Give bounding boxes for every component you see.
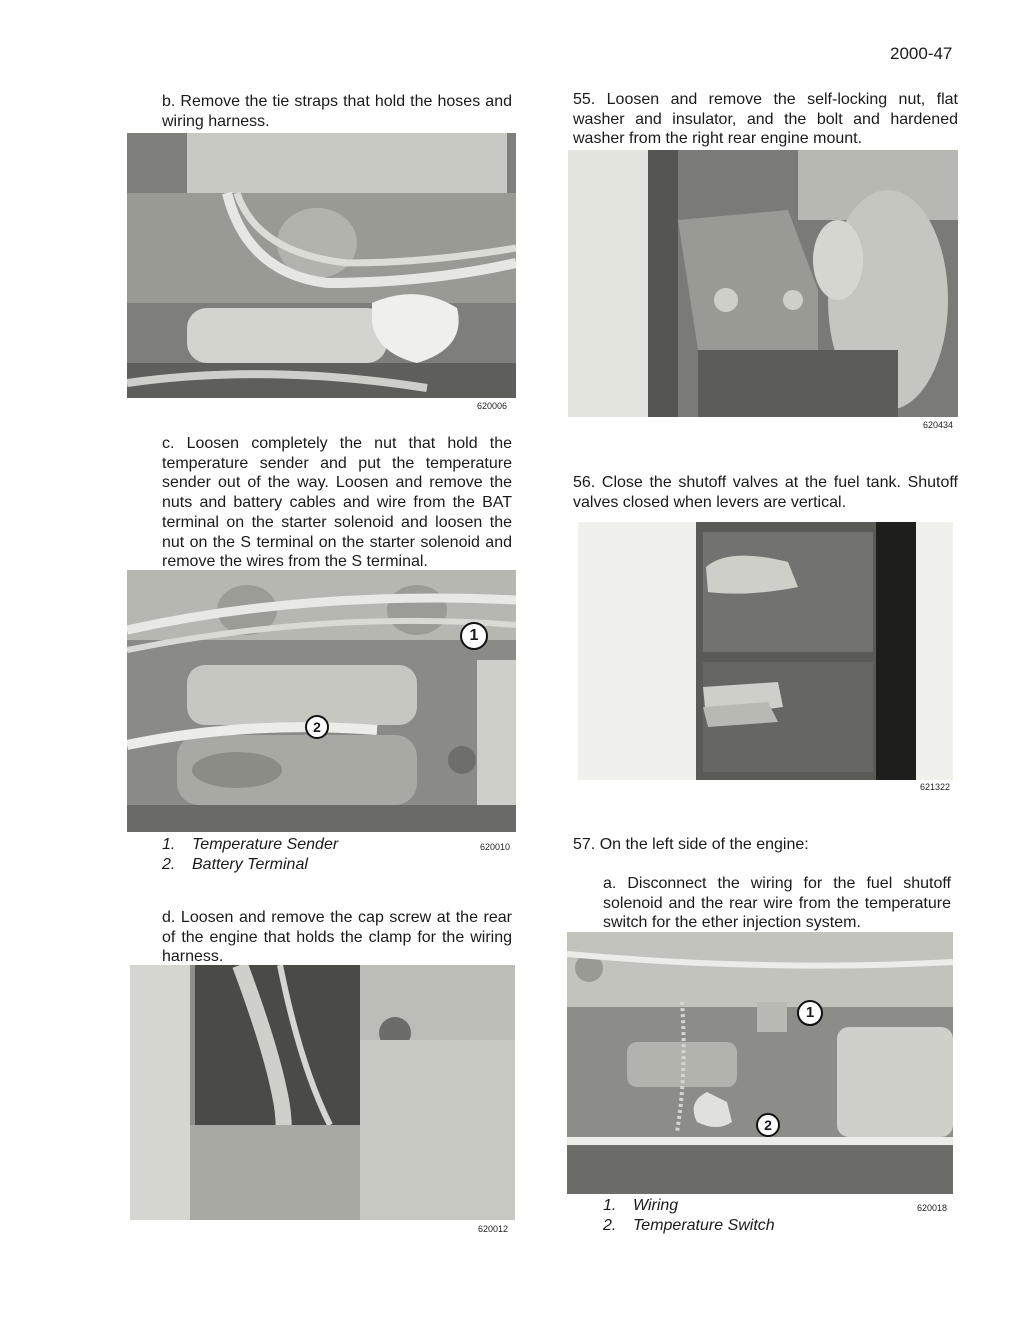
step-56-text: 56. Close the shutoff valves at the fuel tank. Shutoff valves closed when levers are vertical. xyxy=(573,474,958,511)
photo-starter-solenoid xyxy=(127,570,516,832)
figure-number: 620010 xyxy=(480,842,511,852)
step-d-text: d. Loosen and remove the cap screw at the rear of the engine that holds the clamp for the wiring harness. xyxy=(162,909,512,966)
caption-item: 2. Battery Terminal xyxy=(162,856,308,873)
figure-caption xyxy=(162,835,412,875)
photo-temperature-switch xyxy=(567,932,953,1194)
callout-2: 2 xyxy=(756,1113,780,1137)
photo-shutoff-valves xyxy=(578,522,953,780)
callout-1: 1 xyxy=(460,622,488,650)
figure-caption xyxy=(603,1196,853,1236)
callout-2: 2 xyxy=(305,715,329,739)
caption-item: 1. Temperature Sender xyxy=(162,836,339,853)
photo-tie-straps xyxy=(127,133,516,398)
photo-cap-screw xyxy=(130,965,515,1220)
photo-engine-mount xyxy=(568,150,958,417)
caption-item: 1. Wiring xyxy=(603,1197,679,1214)
callout-1: 1 xyxy=(797,1000,823,1026)
figure-number: 620018 xyxy=(917,1203,948,1213)
caption-item: 2. Temperature Switch xyxy=(603,1217,775,1234)
figure-number: 620006 xyxy=(477,401,508,411)
figure-number: 620012 xyxy=(478,1224,509,1234)
page-number: 2000-47 xyxy=(890,44,953,63)
step-b-text: b. Remove the tie straps that hold the hoses and wiring harness. xyxy=(162,93,512,130)
step-c-text: c. Loosen completely the nut that hold the temperature sender and put the temperature sender out of the way. Loosen and remove the nuts and battery cables and wire from the BAT terminal on the starter solenoid and loosen the nut on the S terminal on the starter solenoid and remove the wires from the S terminal. xyxy=(162,435,512,571)
step-55-text: 55. Loosen and remove the self-locking nut, flat washer and insulator, and the bolt and hardened washer from the right rear engine mount. xyxy=(573,91,958,148)
figure-number: 621322 xyxy=(920,782,951,792)
step-57a-text: a. Disconnect the wiring for the fuel shutoff solenoid and the rear wire from the temperature switch for the ether injection system. xyxy=(603,875,951,932)
step-57-text: 57. On the left side of the engine: xyxy=(573,836,809,853)
figure-number: 620434 xyxy=(923,420,954,430)
